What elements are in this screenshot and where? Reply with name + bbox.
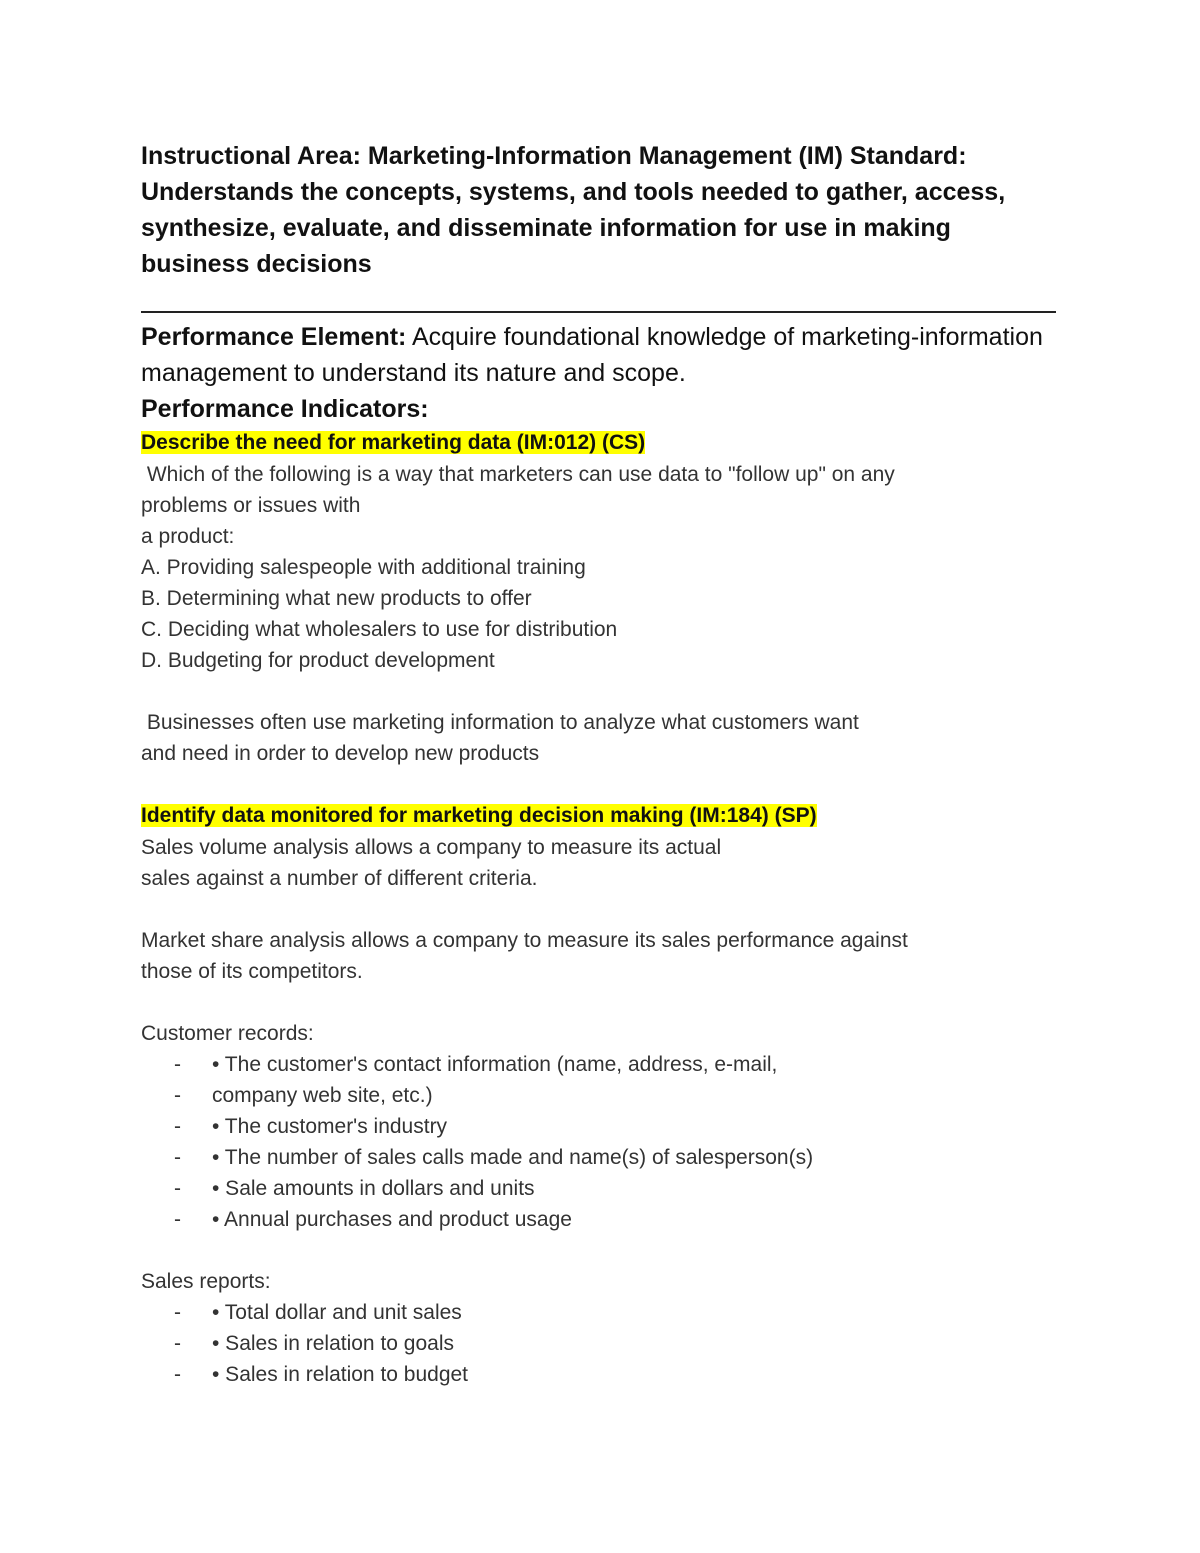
highlighted-indicator-2: Identify data monitored for marketing decision making (IM:184) (SP) [141,804,817,827]
dash-marker: - [174,1084,181,1107]
sales-reports-label: Sales reports: [141,1270,271,1293]
list-item [141,1111,1061,1142]
list-item-text: company web site, etc.) [212,1084,433,1107]
section1-heading [141,427,1061,459]
market-share-line: Market share analysis allows a company to measure its sales performance against [141,929,908,952]
list-item-text: • Annual purchases and product usage [212,1208,572,1231]
list-item [141,1080,1061,1111]
list-item-text: • The number of sales calls made and name(s) of salesperson(s) [212,1146,814,1169]
list-item [141,1173,1061,1204]
section2-heading [141,800,1061,832]
standard-text: Understands the concepts, systems, and tools needed to gather, access, synthesize, evaluate, and disseminate information for use in making business decisions [141,178,1006,278]
dash-marker: - [174,1053,181,1076]
dash-marker: - [174,1332,181,1355]
dash-marker: - [174,1146,181,1169]
performance-element-text: Acquire foundational knowledge of marketing-information management to understand its nature and scope. [141,323,1043,387]
performance-element-label: Performance Element: [141,323,407,351]
instructional-area-label: Instructional Area: Marketing-Information Management (IM) Standard: [141,142,967,170]
spacer [141,894,1061,925]
answer-option-a: A. Providing salespeople with additional training [141,556,586,579]
list-item [141,1142,1061,1173]
list-item [141,1297,1061,1328]
spacer [141,1235,1061,1266]
question-line: a product: [141,525,235,548]
dash-marker: - [174,1301,181,1324]
performance-element [141,319,1061,391]
document-page [141,138,1061,1390]
dash-marker: - [174,1363,181,1386]
answer-option-b: B. Determining what new products to offer [141,587,532,610]
list-item-text: • Sales in relation to goals [212,1332,454,1355]
list-item [141,1359,1061,1390]
answer-option-d: D. Budgeting for product development [141,649,495,672]
list-item [141,1204,1061,1235]
question-line: Which of the following is a way that marketers can use data to "follow up" on any [141,463,895,486]
list-item-text: • Total dollar and unit sales [212,1301,462,1324]
question-line: problems or issues with [141,494,361,517]
dash-marker: - [174,1177,181,1200]
dash-marker: - [174,1115,181,1138]
list-item-text: • The customer's industry [212,1115,448,1138]
highlighted-indicator-1: Describe the need for marketing data (IM:012) (CS) [141,431,646,454]
answer-explanation-line: Businesses often use marketing information to analyze what customers want [141,711,859,734]
dash-marker: - [174,1208,181,1231]
spacer [141,987,1061,1018]
horizontal-rule [141,311,1056,313]
list-item-text: • Sale amounts in dollars and units [212,1177,535,1200]
list-item-text: • Sales in relation to budget [212,1363,469,1386]
list-item [141,1328,1061,1359]
instructional-area-heading [141,138,1061,282]
list-item-text: • The customer's contact information (name, address, e-mail, [212,1053,778,1076]
sales-volume-line: Sales volume analysis allows a company to measure its actual [141,836,722,859]
list-item [141,1049,1061,1080]
answer-explanation-line: and need in order to develop new products [141,742,540,765]
customer-records-label: Customer records: [141,1022,314,1045]
spacer [141,769,1061,800]
sales-volume-line: sales against a number of different criteria. [141,867,538,890]
market-share-line: those of its competitors. [141,960,363,983]
spacer [141,676,1061,707]
performance-indicators-label: Performance Indicators: [141,395,429,423]
answer-option-c: C. Deciding what wholesalers to use for distribution [141,618,618,641]
